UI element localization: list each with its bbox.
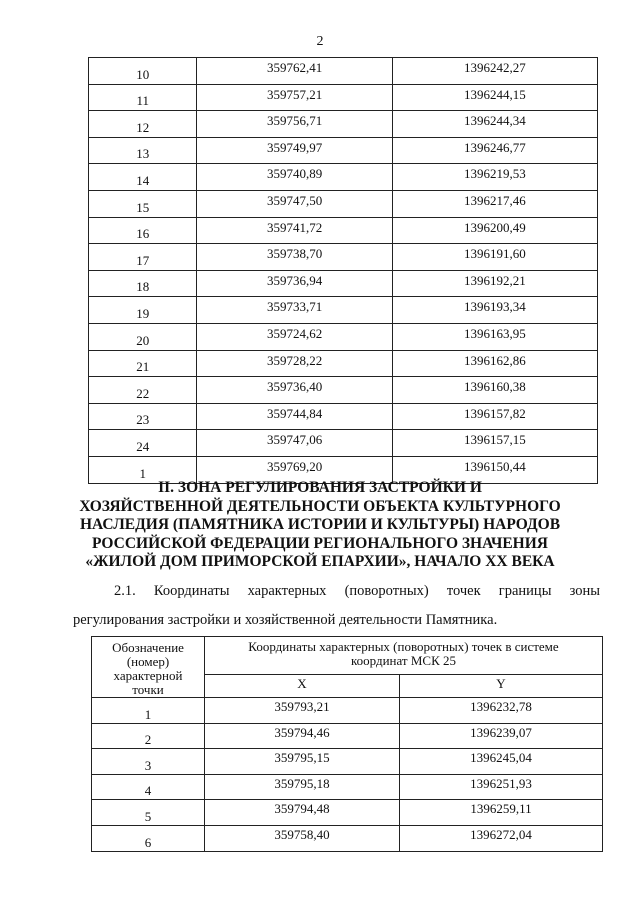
y-coordinate-cell: 1396244,34 (392, 111, 597, 138)
x-coordinate-cell: 359795,18 (205, 774, 400, 800)
x-coordinate-cell: 359794,48 (205, 800, 400, 826)
table-row (89, 190, 598, 217)
section-title-line: ХОЗЯЙСТВЕННОЙ ДЕЯТЕЛЬНОСТИ ОБЪЕКТА КУЛЬТУРНОГО (79, 497, 561, 515)
section-title (40, 479, 600, 572)
point-number-cell: 17 (89, 244, 197, 271)
table-row (89, 244, 598, 271)
header-point-label (92, 637, 205, 698)
x-coordinate-cell: 359747,50 (197, 190, 392, 217)
point-number-cell: 1 (89, 456, 197, 483)
x-coordinate-cell: 359769,20 (197, 456, 392, 483)
x-coordinate-cell: 359762,41 (197, 58, 392, 85)
section-title-line: «ЖИЛОЙ ДОМ ПРИМОРСКОЙ ЕПАРХИИ», НАЧАЛО XX ВЕКА (85, 553, 555, 570)
x-coordinate-cell: 359749,97 (197, 137, 392, 164)
y-coordinate-cell: 1396272,04 (400, 825, 603, 851)
y-coordinate-cell: 1396259,11 (400, 800, 603, 826)
coordinates-table-continued (88, 57, 598, 484)
point-number-cell: 16 (89, 217, 197, 244)
y-coordinate-cell: 1396244,15 (392, 84, 597, 111)
header-y: Y (400, 675, 603, 698)
y-coordinate-cell: 1396191,60 (392, 244, 597, 271)
y-coordinate-cell: 1396200,49 (392, 217, 597, 244)
table-row (92, 800, 603, 826)
y-coordinate-cell: 1396232,78 (400, 698, 603, 724)
paragraph-line: 2.1. Координаты характерных (поворотных) точек границы зоны (114, 583, 600, 599)
point-number-cell: 22 (89, 377, 197, 404)
x-coordinate-cell: 359728,22 (197, 350, 392, 377)
header-label-line: Обозначение (112, 640, 184, 655)
y-coordinate-cell: 1396162,86 (392, 350, 597, 377)
x-coordinate-cell: 359733,71 (197, 297, 392, 324)
header-system-line: координат МСК 25 (350, 653, 457, 668)
table-row (89, 58, 598, 85)
point-number-cell: 18 (89, 270, 197, 297)
x-coordinate-cell: 359736,94 (197, 270, 392, 297)
x-coordinate-cell: 359757,21 (197, 84, 392, 111)
x-coordinate-cell: 359794,46 (205, 723, 400, 749)
y-coordinate-cell: 1396219,53 (392, 164, 597, 191)
table-row (92, 825, 603, 851)
x-coordinate-cell: 359795,15 (205, 749, 400, 775)
table-row (89, 217, 598, 244)
section-title-line: НАСЛЕДИЯ (ПАМЯТНИКА ИСТОРИИ И КУЛЬТУРЫ) НАРОДОВ (79, 516, 561, 533)
point-number-cell: 21 (89, 350, 197, 377)
point-number-cell: 14 (89, 164, 197, 191)
point-number-cell: 15 (89, 190, 197, 217)
header-label-line: (номер) (126, 654, 170, 669)
point-number-cell: 3 (92, 749, 205, 775)
table-row (89, 323, 598, 350)
y-coordinate-cell: 1396160,38 (392, 377, 597, 404)
table-row (89, 84, 598, 111)
table-row (92, 723, 603, 749)
x-coordinate-cell: 359758,40 (205, 825, 400, 851)
zone-coordinates-table (91, 636, 603, 852)
y-coordinate-cell: 1396157,82 (392, 403, 597, 430)
table-row (89, 350, 598, 377)
table-row (89, 430, 598, 457)
section-title-line: РОССИЙСКОЙ ФЕДЕРАЦИИ РЕГИОНАЛЬНОГО ЗНАЧЕНИЯ (92, 534, 548, 552)
x-coordinate-cell: 359740,89 (197, 164, 392, 191)
page-number: 2 (316, 34, 324, 49)
point-number-cell: 11 (89, 84, 197, 111)
x-coordinate-cell: 359793,21 (205, 698, 400, 724)
point-number-cell: 13 (89, 137, 197, 164)
table-row (89, 270, 598, 297)
point-number-cell: 5 (92, 800, 205, 826)
table-row (89, 164, 598, 191)
y-coordinate-cell: 1396157,15 (392, 430, 597, 457)
y-coordinate-cell: 1396246,77 (392, 137, 597, 164)
point-number-cell: 24 (89, 430, 197, 457)
y-coordinate-cell: 1396239,07 (400, 723, 603, 749)
x-coordinate-cell: 359747,06 (197, 430, 392, 457)
point-number-cell: 2 (92, 723, 205, 749)
paragraph-line: регулирования застройки и хозяйственной деятельности Памятника. (73, 612, 498, 628)
table-row (89, 111, 598, 138)
table-row (92, 749, 603, 775)
x-coordinate-cell: 359736,40 (197, 377, 392, 404)
table-row (89, 377, 598, 404)
point-number-cell: 10 (89, 58, 197, 85)
table-row (89, 297, 598, 324)
point-number-cell: 12 (89, 111, 197, 138)
table-row (89, 137, 598, 164)
header-system-line: Координаты характерных (поворотных) точек в системе (248, 639, 559, 654)
x-coordinate-cell: 359744,84 (197, 403, 392, 430)
point-number-cell: 4 (92, 774, 205, 800)
x-coordinate-cell: 359724,62 (197, 323, 392, 350)
y-coordinate-cell: 1396193,34 (392, 297, 597, 324)
table-row (92, 698, 603, 724)
point-number-cell: 23 (89, 403, 197, 430)
y-coordinate-cell: 1396217,46 (392, 190, 597, 217)
point-number-cell: 20 (89, 323, 197, 350)
header-label-line: точки (132, 682, 164, 697)
section-title-line: II. ЗОНА РЕГУЛИРОВАНИЯ ЗАСТРОЙКИ И (158, 479, 482, 496)
header-label-line: характерной (113, 668, 183, 683)
y-coordinate-cell: 1396163,95 (392, 323, 597, 350)
y-coordinate-cell: 1396245,04 (400, 749, 603, 775)
y-coordinate-cell: 1396251,93 (400, 774, 603, 800)
y-coordinate-cell: 1396192,21 (392, 270, 597, 297)
header-coordinate-system (205, 637, 603, 675)
x-coordinate-cell: 359756,71 (197, 111, 392, 138)
point-number-cell: 6 (92, 825, 205, 851)
x-coordinate-cell: 359741,72 (197, 217, 392, 244)
y-coordinate-cell: 1396150,44 (392, 456, 597, 483)
point-number-cell: 1 (92, 698, 205, 724)
header-x: X (205, 675, 400, 698)
table-row (92, 774, 603, 800)
x-coordinate-cell: 359738,70 (197, 244, 392, 271)
table-row (89, 403, 598, 430)
point-number-cell: 19 (89, 297, 197, 324)
y-coordinate-cell: 1396242,27 (392, 58, 597, 85)
